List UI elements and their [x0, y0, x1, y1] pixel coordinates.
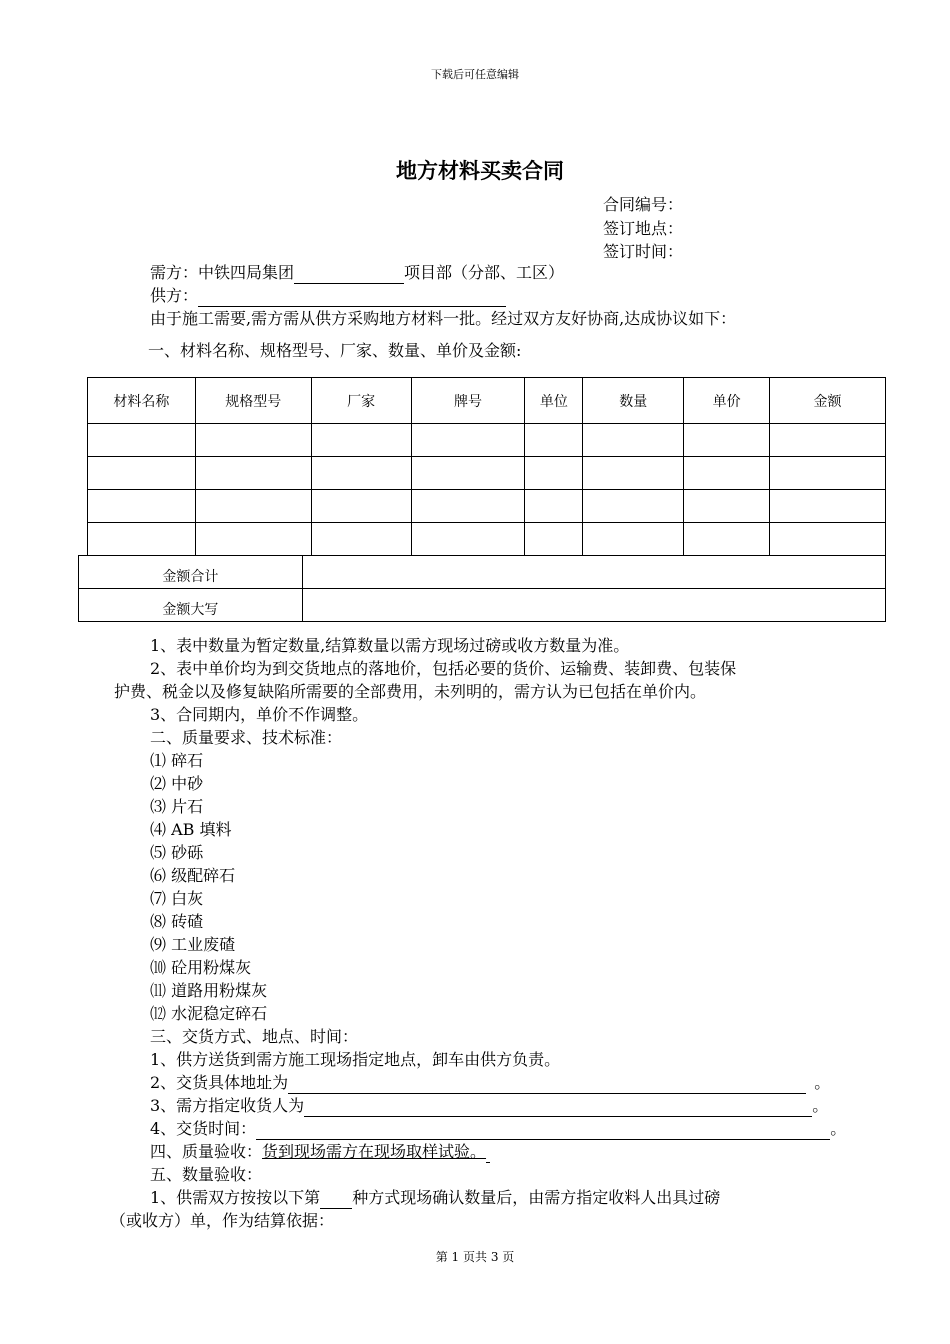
supplier-prefix: 供方：	[150, 286, 199, 305]
delivery-time-blank[interactable]	[256, 1122, 830, 1140]
table-row	[88, 523, 886, 556]
note-2-line-2: 护费、税金以及修复缺陷所需要的全部费用，未列明的，需方认为已包括在单价内。	[114, 682, 707, 701]
qty-line-1	[150, 1187, 720, 1209]
material-item: ⑺ 白灰	[150, 889, 204, 908]
buyer-project-blank[interactable]	[294, 266, 404, 284]
table-header-row	[88, 378, 886, 424]
table-cell[interactable]	[195, 490, 311, 523]
section-4-line	[150, 1141, 490, 1163]
receiver-blank[interactable]	[304, 1099, 812, 1117]
table-cell[interactable]	[195, 424, 311, 457]
table-header-cell: 材料名称	[88, 378, 196, 424]
table-cell[interactable]	[684, 490, 770, 523]
material-item: ⑿ 水泥稳定碎石	[150, 1004, 268, 1023]
table-cell[interactable]	[525, 424, 583, 457]
section-4-title: 四、质量验收：	[150, 1142, 263, 1161]
table-cell[interactable]	[411, 523, 525, 556]
table-header-cell: 数量	[583, 378, 684, 424]
table-row	[88, 457, 886, 490]
section-5-title: 五、数量验收：	[150, 1165, 263, 1184]
buyer-prefix: 需方：中铁四局集团	[150, 263, 295, 282]
table-cell[interactable]	[88, 490, 196, 523]
table-cell[interactable]	[311, 490, 411, 523]
table-cell[interactable]	[311, 457, 411, 490]
delivery-address-line	[150, 1072, 830, 1094]
totals-table	[78, 555, 886, 622]
table-cell[interactable]	[583, 523, 684, 556]
page-footer: 第 1 页共 3 页	[435, 1250, 515, 1264]
table-header-cell: 牌号	[411, 378, 525, 424]
intro-text: 由于施工需要,需方需从供方采购地方材料一批。经过双方友好协商,达成协议如下：	[150, 309, 737, 328]
material-item: ⑽ 砼用粉煤灰	[150, 958, 252, 977]
table-cell[interactable]	[411, 490, 525, 523]
total-upper-label: 金额大写	[79, 589, 303, 622]
table-cell[interactable]	[770, 424, 886, 457]
table-cell[interactable]	[311, 424, 411, 457]
table-cell[interactable]	[411, 424, 525, 457]
receiver-line	[150, 1095, 828, 1117]
header-note: 下载后可任意编辑	[431, 68, 519, 81]
table-cell[interactable]	[583, 490, 684, 523]
table-cell[interactable]	[770, 457, 886, 490]
material-item: ⑸ 砂砾	[150, 843, 204, 862]
delivery-time-line	[150, 1118, 846, 1140]
material-item: ⑷ AB 填料	[150, 820, 232, 839]
table-cell[interactable]	[684, 424, 770, 457]
qty-line-1-suffix: 种方式现场确认数量后，由需方指定收料人出具过磅	[352, 1188, 721, 1207]
table-row	[88, 490, 886, 523]
supplier-line	[150, 285, 506, 307]
material-item: ⑴ 碎石	[150, 751, 204, 770]
underline-tail	[486, 1145, 490, 1163]
table-cell[interactable]	[195, 523, 311, 556]
table-cell[interactable]	[88, 523, 196, 556]
total-upper-row	[79, 589, 886, 622]
period: 。	[830, 1119, 847, 1138]
period: 。	[814, 1073, 831, 1092]
buyer-line	[150, 262, 564, 284]
material-item: ⑹ 级配碎石	[150, 866, 236, 885]
table-cell[interactable]	[311, 523, 411, 556]
material-item: ⑻ 砖碴	[150, 912, 204, 931]
qty-line-1-prefix: 1、供需双方按按以下第	[150, 1188, 321, 1207]
table-header-cell: 厂家	[311, 378, 411, 424]
table-cell[interactable]	[525, 523, 583, 556]
total-upper-value-cell[interactable]	[302, 589, 885, 622]
table-cell[interactable]	[770, 523, 886, 556]
table-cell[interactable]	[88, 424, 196, 457]
material-item: ⑼ 工业废碴	[150, 935, 236, 954]
table-cell[interactable]	[684, 523, 770, 556]
section-4-content: 货到现场需方在现场取样试验。	[262, 1142, 487, 1161]
table-header-cell: 规格型号	[195, 378, 311, 424]
note-2-line-1: 2、表中单价均为到交货地点的落地价，包括必要的货价、运输费、装卸费、包装保	[150, 659, 737, 678]
table-cell[interactable]	[684, 457, 770, 490]
table-header-cell: 单价	[684, 378, 770, 424]
delivery-time-label: 4、交货时间：	[150, 1119, 257, 1138]
delivery-address-blank[interactable]	[288, 1076, 806, 1094]
section-1-title: 一、材料名称、规格型号、厂家、数量、单价及金额:	[148, 341, 522, 360]
table-cell[interactable]	[525, 490, 583, 523]
receiver-label: 3、需方指定收货人为	[150, 1096, 305, 1115]
material-item: ⑵ 中砂	[150, 774, 204, 793]
delivery-1: 1、供方送货到需方施工现场指定地点，卸车由供方负责。	[150, 1050, 561, 1069]
table-header-cell: 金额	[770, 378, 886, 424]
qty-method-blank[interactable]	[320, 1191, 352, 1209]
table-header-cell: 单位	[525, 378, 583, 424]
note-3: 3、合同期内，单价不作调整。	[150, 705, 369, 724]
sign-place-label: 签订地点：	[603, 219, 684, 238]
material-item: ⑾ 道路用粉煤灰	[150, 981, 268, 1000]
page-title: 地方材料买卖合同	[396, 158, 564, 183]
contract-number-label: 合同编号：	[603, 195, 684, 214]
table-cell[interactable]	[583, 457, 684, 490]
total-label: 金额合计	[79, 556, 303, 589]
sign-time-label: 签订时间：	[603, 242, 684, 261]
note-1: 1、表中数量为暂定数量,结算数量以需方现场过磅或收方数量为准。	[150, 636, 630, 655]
buyer-suffix: 项目部（分部、工区）	[404, 263, 565, 282]
material-item: ⑶ 片石	[150, 797, 204, 816]
table-cell[interactable]	[525, 457, 583, 490]
table-row	[88, 424, 886, 457]
total-row	[79, 556, 886, 589]
materials-table	[87, 377, 886, 556]
supplier-name-blank[interactable]	[198, 289, 506, 307]
table-cell[interactable]	[411, 457, 525, 490]
section-2-title: 二、质量要求、技术标准：	[150, 728, 343, 747]
delivery-address-label: 2、交货具体地址为	[150, 1073, 289, 1092]
total-value-cell[interactable]	[302, 556, 885, 589]
period: 。	[812, 1096, 829, 1115]
table-cell[interactable]	[88, 457, 196, 490]
table-cell[interactable]	[195, 457, 311, 490]
table-cell[interactable]	[770, 490, 886, 523]
qty-line-2: （或收方）单，作为结算依据：	[110, 1211, 335, 1230]
section-3-title: 三、交货方式、地点、时间：	[150, 1027, 359, 1046]
table-cell[interactable]	[583, 424, 684, 457]
